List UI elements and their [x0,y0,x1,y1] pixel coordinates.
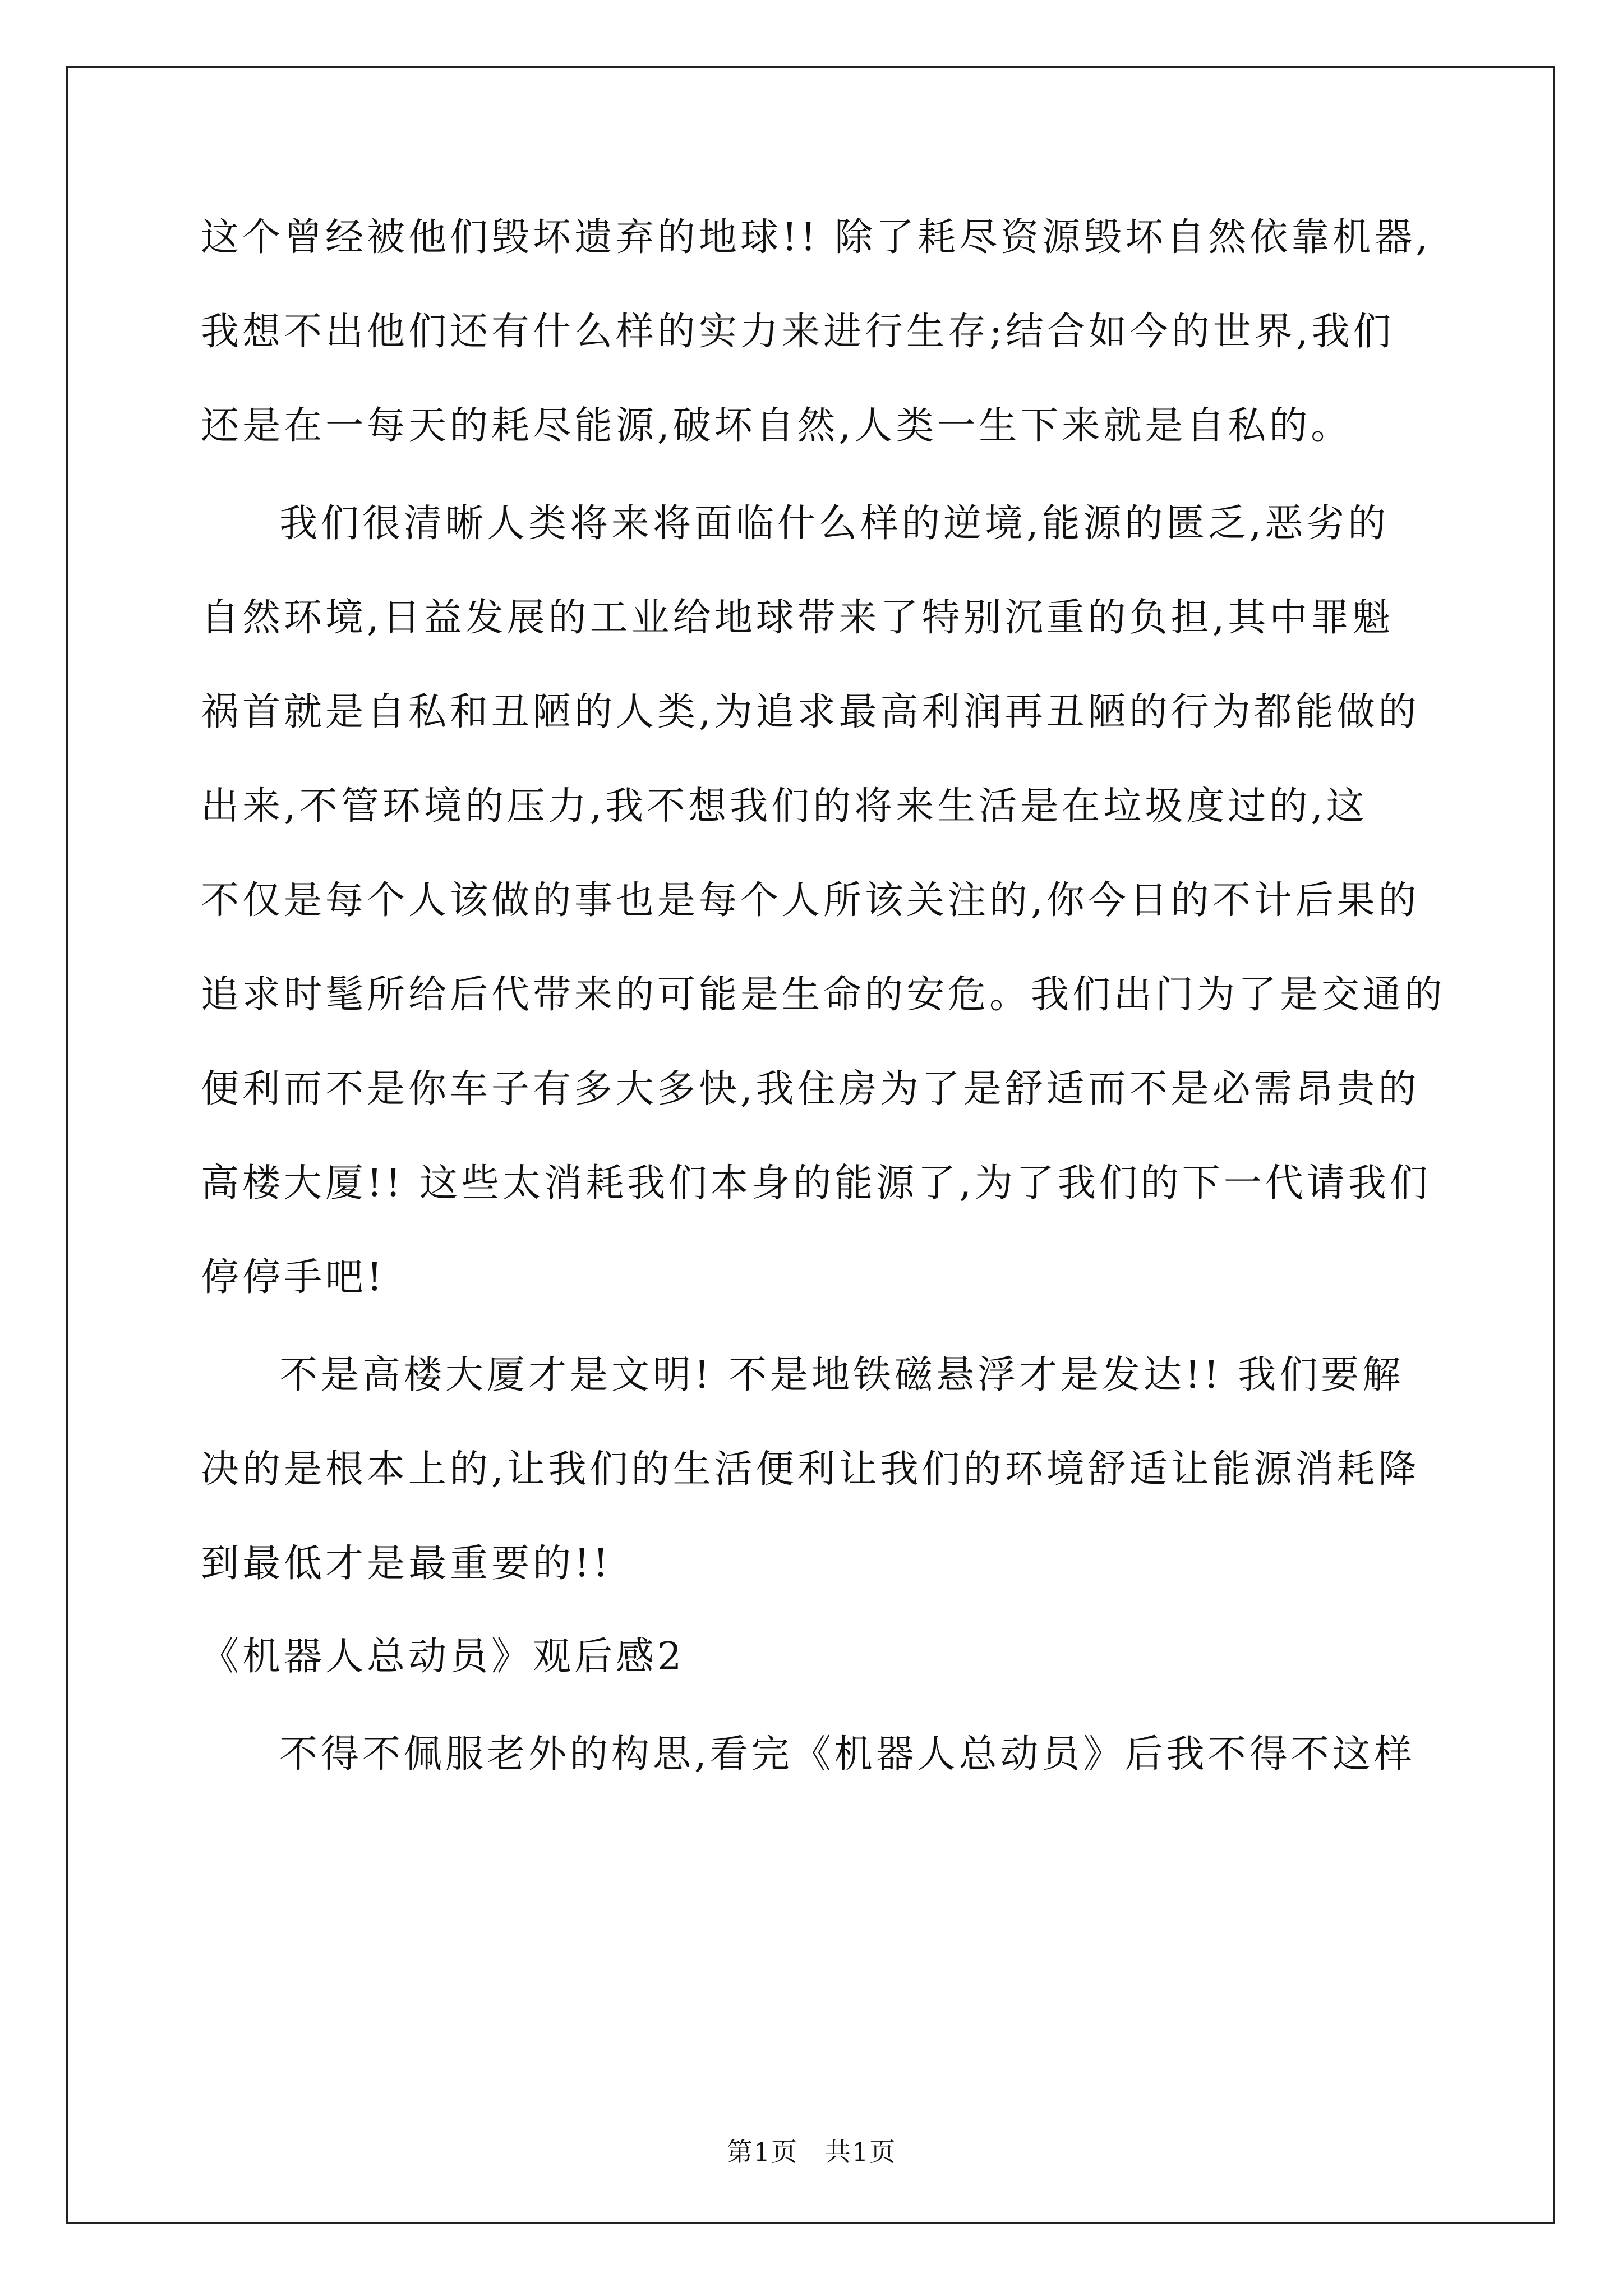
paragraph-start-line: 我们很清晰人类将来将面临什么样的逆境,能源的匮乏,恶劣的 [279,501,1390,546]
page-footer: 第1页 共1页 [726,2137,897,2167]
text-line: 高楼大厦!! 这些太消耗我们本身的能源了,为了我们的下一代请我们 [201,1161,1431,1205]
text-line: 还是在一每天的耗尽能源,破坏自然,人类一生下来就是自私的。 [201,404,1353,448]
text-line: 出来,不管环境的压力,我不想我们的将来生活是在垃圾度过的,这 [201,784,1368,829]
text-line: 祸首就是自私和丑陋的人类,为追求最高利润再丑陋的行为都能做的 [201,690,1420,734]
paragraph-start-line: 不得不佩服老外的构思,看完《机器人总动员》后我不得不这样 [279,1732,1415,1777]
text-line: 便利而不是你车子有多大多快,我住房为了是舒适而不是必需昂贵的 [201,1067,1420,1111]
text-line: 停停手吧! [201,1255,386,1300]
section-heading: 《机器人总动员》观后感2 [201,1635,685,1679]
text-line: 自然环境,日益发展的工业给地球带来了特别沉重的负担,其中罪魁 [201,596,1394,640]
text-line: 不仅是每个人该做的事也是每个人所该关注的,你今日的不计后果的 [201,878,1420,923]
text-line: 追求时髦所给后代带来的可能是生命的安危。我们出门为了是交通的 [201,973,1446,1017]
text-line: 这个曾经被他们毁坏遗弃的地球!! 除了耗尽资源毁坏自然依靠机器, [201,215,1431,260]
text-line: 我想不出他们还有什么样的实力来进行生存;结合如今的世界,我们 [201,310,1395,354]
paragraph-start-line: 不是高楼大厦才是文明! 不是地铁磁悬浮才是发达!! 我们要解 [279,1353,1404,1397]
text-line: 决的是根本上的,让我们的生活便利让我们的环境舒适让能源消耗降 [201,1447,1420,1492]
text-line: 到最低才是最重要的!! [201,1542,612,1586]
page-border [66,66,1555,2224]
